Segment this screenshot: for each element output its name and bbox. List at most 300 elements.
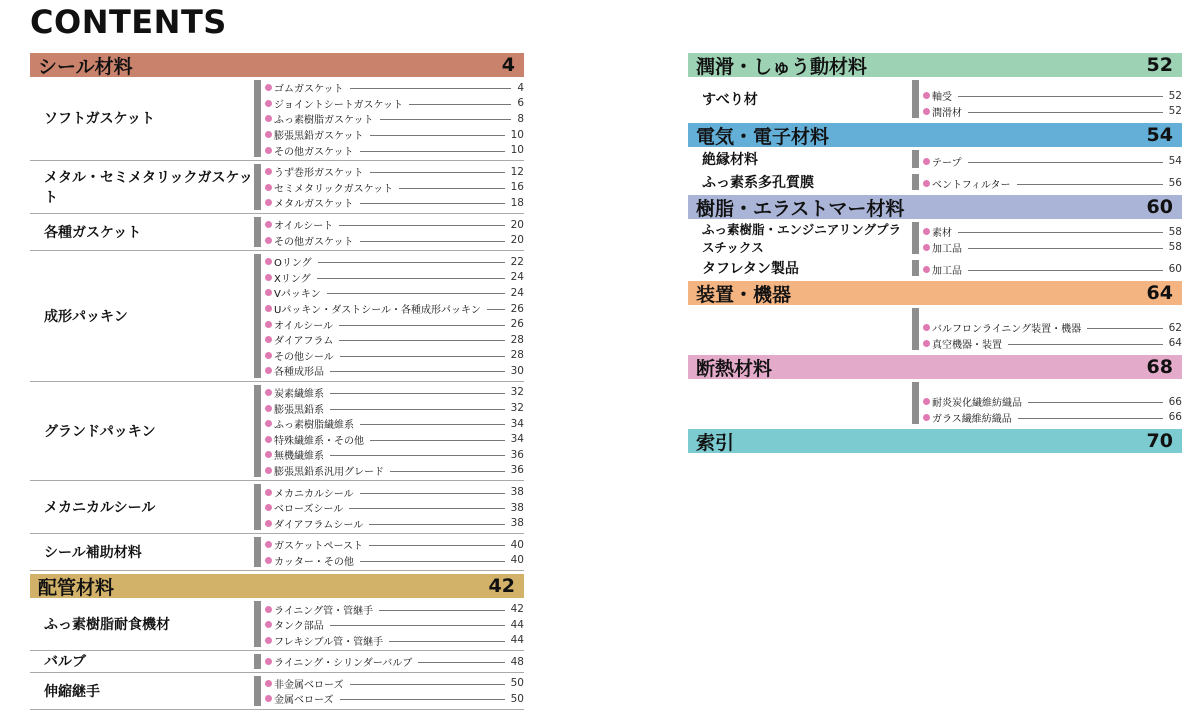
- entry-label: バルフロンライニング装置・機器: [932, 324, 1082, 336]
- entry-page: 6: [517, 97, 524, 110]
- leader-line: [360, 561, 505, 562]
- toc-entry[interactable]: [254, 416, 524, 432]
- leader-line: [330, 371, 505, 372]
- bullet-icon: [923, 414, 930, 421]
- leader-line: [330, 409, 505, 410]
- bullet-icon: [265, 680, 272, 687]
- toc-entry[interactable]: [254, 601, 524, 617]
- entry-label: 真空機器・装置: [932, 339, 1002, 351]
- group-items: [254, 481, 524, 533]
- entry-page: 64: [1168, 337, 1182, 350]
- toc-entry[interactable]: [254, 537, 524, 553]
- toc-entry[interactable]: [254, 363, 524, 379]
- toc-entry[interactable]: [254, 270, 524, 286]
- toc-entry[interactable]: [254, 96, 524, 112]
- entry-label: 加工品: [932, 243, 962, 255]
- entry-label: その他ガスケット: [274, 146, 354, 158]
- entry-page: 56: [1168, 177, 1182, 190]
- category-page: 60: [1146, 196, 1173, 218]
- leader-line: [369, 524, 504, 525]
- entry-label: Uパッキン・ダストシール・各種成形パッキン: [274, 305, 481, 317]
- bullet-icon: [265, 336, 272, 343]
- toc-group: [688, 305, 1182, 353]
- entry-label: 金属ベローズ: [274, 695, 334, 707]
- toc-group: [30, 651, 524, 673]
- toc-entry[interactable]: [254, 316, 524, 332]
- toc-entry[interactable]: [254, 447, 524, 463]
- entry-page: 26: [510, 302, 524, 315]
- entry-page: 60: [1168, 263, 1182, 276]
- group-title[interactable]: グランドパッキン: [44, 423, 156, 440]
- bullet-icon: [265, 520, 272, 527]
- leader-line: [339, 340, 504, 341]
- toc-entry[interactable]: [254, 254, 524, 270]
- toc-group: [688, 171, 1182, 193]
- bullet-icon: [265, 420, 272, 427]
- group-bar: [254, 217, 261, 247]
- entry-page: 48: [510, 655, 524, 668]
- entry-page: 50: [510, 692, 524, 705]
- toc-entry[interactable]: [254, 195, 524, 211]
- toc-entry[interactable]: [912, 103, 1182, 119]
- toc-entry[interactable]: [912, 175, 1182, 191]
- entry-page: 54: [1168, 155, 1182, 168]
- group-bar: [254, 80, 261, 157]
- category-name: 断熱材料: [696, 357, 773, 380]
- contents-left-column: [30, 53, 524, 710]
- toc-group: [30, 251, 524, 382]
- bullet-icon: [265, 352, 272, 359]
- entry-page: 24: [510, 271, 524, 284]
- entry-page: 58: [1168, 225, 1182, 238]
- toc-group: [30, 214, 524, 251]
- entry-label: 膨張黒鉛系汎用グレード: [274, 466, 384, 478]
- entry-label: ガスケットペースト: [274, 541, 363, 553]
- bullet-icon: [265, 168, 272, 175]
- group-items: [254, 598, 524, 650]
- entry-label: ジョイントシートガスケット: [274, 99, 403, 111]
- category-page: 4: [501, 54, 515, 76]
- bullet-icon: [265, 289, 272, 296]
- toc-entry[interactable]: [254, 617, 524, 633]
- leader-line: [379, 610, 505, 611]
- group-title[interactable]: シール補助材料: [44, 545, 142, 562]
- group-bar: [912, 222, 919, 254]
- entry-label: ダイアフラムシール: [274, 519, 364, 531]
- toc-entry[interactable]: [254, 484, 524, 500]
- toc-entry[interactable]: [912, 239, 1182, 255]
- entry-label: メタルガスケット: [274, 199, 354, 211]
- group-bar: [254, 385, 261, 478]
- entry-label: ライニング管・管継手: [274, 605, 374, 617]
- leader-line: [1018, 418, 1163, 419]
- leader-line: [1017, 184, 1163, 185]
- bullet-icon: [265, 100, 272, 107]
- entry-page: 66: [1168, 411, 1182, 424]
- category-page: 54: [1146, 124, 1173, 146]
- bullet-icon: [265, 389, 272, 396]
- entry-label: オイルシール: [274, 320, 334, 332]
- leader-line: [409, 104, 511, 105]
- entry-page: 52: [1168, 89, 1182, 102]
- leader-line: [390, 471, 505, 472]
- toc-entry[interactable]: [254, 285, 524, 301]
- toc-group: [30, 534, 524, 571]
- category-header[interactable]: [688, 355, 1182, 379]
- leader-line: [360, 424, 505, 425]
- toc-group: [30, 161, 524, 214]
- bullet-icon: [923, 340, 930, 347]
- leader-line: [340, 356, 505, 357]
- entry-page: 62: [1168, 321, 1182, 334]
- entry-label: メカニカルシール: [274, 488, 354, 500]
- category-header[interactable]: [688, 53, 1182, 77]
- entry-page: 58: [1168, 241, 1182, 254]
- bullet-icon: [265, 695, 272, 702]
- toc-entry[interactable]: [254, 348, 524, 364]
- bullet-icon: [265, 221, 272, 228]
- entry-label: ゴムガスケット: [274, 84, 344, 96]
- toc-entry[interactable]: [254, 431, 524, 447]
- entry-page: 28: [510, 333, 524, 346]
- toc-entry[interactable]: [254, 691, 524, 707]
- group-bar: [254, 537, 261, 567]
- group-items: [254, 77, 524, 160]
- group-items: [912, 171, 1182, 193]
- group-bar: [254, 601, 261, 647]
- toc-entry[interactable]: [254, 80, 524, 96]
- entry-page: 42: [510, 603, 524, 616]
- toc-group: [688, 257, 1182, 279]
- category-spacer: [688, 453, 1182, 455]
- toc-entry[interactable]: [254, 332, 524, 348]
- bullet-icon: [923, 244, 930, 251]
- entry-page: 10: [510, 128, 524, 141]
- bullet-icon: [923, 108, 930, 115]
- toc-entry[interactable]: [912, 320, 1182, 336]
- entry-page: 20: [510, 218, 524, 231]
- category-page: 68: [1146, 356, 1173, 378]
- toc-entry[interactable]: [912, 335, 1182, 351]
- contents-right-column: [688, 53, 1182, 455]
- leader-line: [968, 162, 1163, 163]
- bullet-icon: [265, 405, 272, 412]
- entry-page: 8: [517, 112, 524, 125]
- group-bar: [254, 654, 261, 669]
- group-items: [254, 161, 524, 213]
- entry-label: 耐炎炭化繊維紡織品: [932, 398, 1022, 410]
- leader-line: [350, 684, 505, 685]
- toc-entry[interactable]: [912, 153, 1182, 169]
- toc-entry[interactable]: [254, 500, 524, 516]
- toc-entry[interactable]: [912, 224, 1182, 240]
- entry-label: 膨張黒鉛系: [274, 404, 324, 416]
- entry-label: ライニング・シリンダーバルブ: [274, 658, 413, 670]
- entry-page: 26: [510, 318, 524, 331]
- toc-group: [30, 481, 524, 534]
- bullet-icon: [265, 115, 272, 122]
- group-title[interactable]: ふっ素樹脂・エンジニアリングプラスチックス: [702, 222, 901, 255]
- bullet-icon: [265, 436, 272, 443]
- toc-entry[interactable]: [254, 164, 524, 180]
- leader-line: [318, 262, 505, 263]
- toc-entry[interactable]: [254, 142, 524, 158]
- toc-group: [30, 598, 524, 651]
- leader-line: [327, 293, 505, 294]
- entry-label: フレキシブル管・管継手: [274, 636, 384, 648]
- leader-line: [360, 493, 505, 494]
- entry-label: 加工品: [932, 265, 962, 277]
- group-bar: [254, 484, 261, 530]
- group-title[interactable]: すべり材: [702, 92, 758, 108]
- group-title[interactable]: [688, 379, 912, 427]
- entry-label: カッター・その他: [274, 556, 354, 568]
- group-bar: [254, 164, 261, 210]
- entry-label: うず巻形ガスケット: [274, 168, 364, 180]
- bullet-icon: [923, 398, 930, 405]
- entry-label: ガラス繊維紡織品: [932, 413, 1012, 425]
- bullet-icon: [265, 199, 272, 206]
- entry-label: 炭素繊維系: [274, 388, 324, 400]
- bullet-icon: [265, 131, 272, 138]
- entry-label: その他シール: [274, 351, 334, 363]
- toc-entry[interactable]: [254, 385, 524, 401]
- category-page: 70: [1146, 430, 1173, 452]
- group-items: [254, 651, 524, 672]
- category-header[interactable]: [30, 53, 524, 77]
- toc-entry[interactable]: [254, 515, 524, 531]
- group-bar: [912, 260, 919, 276]
- toc-entry[interactable]: [254, 654, 524, 670]
- leader-line: [360, 203, 505, 204]
- entry-page: 38: [510, 501, 524, 514]
- group-bar: [912, 308, 919, 350]
- bullet-icon: [265, 367, 272, 374]
- group-items: [912, 257, 1182, 279]
- category-header[interactable]: [688, 429, 1182, 453]
- category-name: 樹脂・エラストマー材料: [696, 197, 905, 220]
- group-items: [254, 251, 524, 381]
- category-header[interactable]: [688, 123, 1182, 147]
- entry-page: 32: [510, 386, 524, 399]
- entry-page: 24: [510, 286, 524, 299]
- toc-group: [688, 77, 1182, 121]
- entry-label: 潤滑材: [932, 107, 962, 119]
- entry-page: 36: [510, 448, 524, 461]
- entry-label: タンク部品: [274, 621, 324, 633]
- leader-line: [330, 625, 505, 626]
- leader-line: [330, 393, 505, 394]
- group-title[interactable]: メタル・セミメタリックガスケット: [44, 169, 253, 206]
- entry-page: 32: [510, 402, 524, 415]
- toc-entry[interactable]: [254, 463, 524, 479]
- toc-entry[interactable]: [254, 676, 524, 692]
- toc-entry[interactable]: [912, 394, 1182, 410]
- entry-page: 36: [510, 464, 524, 477]
- entry-label: テープ: [932, 157, 962, 169]
- group-items: [912, 147, 1182, 171]
- toc-entry[interactable]: [912, 261, 1182, 277]
- entry-label: 無機繊維系: [274, 451, 324, 463]
- entry-label: ベントフィルター: [932, 179, 1011, 191]
- leader-line: [349, 508, 504, 509]
- group-title[interactable]: バルブ: [44, 654, 86, 671]
- group-title[interactable]: 成形パッキン: [44, 308, 128, 325]
- toc-entry[interactable]: [254, 400, 524, 416]
- group-title[interactable]: 伸縮継手: [44, 683, 100, 700]
- category-page: 64: [1146, 282, 1173, 304]
- toc-entry[interactable]: [254, 632, 524, 648]
- entry-page: 20: [510, 234, 524, 247]
- bullet-icon: [923, 228, 930, 235]
- leader-line: [340, 699, 505, 700]
- group-items: [254, 673, 524, 709]
- category-name: 潤滑・しゅう動材料: [696, 55, 868, 78]
- group-items: [254, 382, 524, 481]
- bullet-icon: [265, 237, 272, 244]
- group-bar: [912, 382, 919, 424]
- leader-line: [968, 248, 1163, 249]
- entry-label: 非金属ベローズ: [274, 679, 344, 691]
- page-title: CONTENTS: [30, 3, 227, 41]
- bullet-icon: [265, 621, 272, 628]
- entry-page: 10: [510, 144, 524, 157]
- bullet-icon: [265, 658, 272, 665]
- entry-page: 16: [510, 181, 524, 194]
- bullet-icon: [265, 147, 272, 154]
- bullet-icon: [923, 92, 930, 99]
- entry-page: 30: [510, 364, 524, 377]
- entry-label: Oリング: [274, 258, 312, 270]
- entry-label: 素材: [932, 228, 952, 240]
- bullet-icon: [265, 606, 272, 613]
- entry-label: 軸受: [932, 92, 952, 104]
- leader-line: [360, 151, 505, 152]
- entry-page: 38: [510, 486, 524, 499]
- entry-label: ダイアフラム: [274, 336, 334, 348]
- leader-line: [1008, 344, 1163, 345]
- group-title[interactable]: ソフトガスケット: [44, 111, 155, 128]
- bullet-icon: [265, 467, 272, 474]
- entry-label: 膨張黒鉛ガスケット: [274, 131, 364, 143]
- leader-line: [360, 241, 505, 242]
- toc-entry[interactable]: [254, 217, 524, 233]
- entry-label: 特殊繊維系・その他: [274, 435, 364, 447]
- entry-page: 44: [510, 618, 524, 631]
- toc-entry[interactable]: [254, 553, 524, 569]
- entry-page: 4: [517, 81, 524, 94]
- group-bar: [912, 150, 919, 168]
- bullet-icon: [265, 258, 272, 265]
- entry-label: オイルシート: [274, 221, 334, 233]
- leader-line: [389, 641, 505, 642]
- leader-line: [1087, 328, 1163, 329]
- entry-label: ふっ素樹脂ガスケット: [274, 115, 374, 127]
- group-title[interactable]: [688, 305, 912, 353]
- leader-line: [339, 225, 504, 226]
- category-page: 52: [1146, 54, 1173, 76]
- toc-entry[interactable]: [254, 111, 524, 127]
- entry-page: 44: [510, 634, 524, 647]
- bullet-icon: [923, 324, 930, 331]
- group-title[interactable]: メカニカルシール: [44, 500, 156, 517]
- entry-page: 50: [510, 677, 524, 690]
- group-title[interactable]: ふっ素樹脂耐食機材: [44, 617, 170, 634]
- leader-line: [370, 135, 505, 136]
- group-items: [912, 77, 1182, 121]
- toc-entry[interactable]: [254, 232, 524, 248]
- bullet-icon: [265, 184, 272, 191]
- entry-page: 52: [1168, 105, 1182, 118]
- group-items: [254, 214, 524, 250]
- category-name: 装置・機器: [696, 283, 792, 306]
- leader-line: [968, 112, 1163, 113]
- group-bar: [254, 676, 261, 706]
- entry-label: Vパッキン: [274, 289, 321, 301]
- leader-line: [399, 188, 505, 189]
- toc-group: [30, 673, 524, 710]
- category-name: 配管材料: [38, 576, 115, 599]
- bullet-icon: [923, 158, 930, 165]
- bullet-icon: [923, 266, 930, 273]
- toc-entry[interactable]: [912, 409, 1182, 425]
- entry-page: 40: [510, 554, 524, 567]
- category-header[interactable]: [688, 281, 1182, 305]
- group-title[interactable]: 絶縁材料: [702, 152, 758, 168]
- category-name: シール材料: [38, 55, 133, 78]
- toc-entry[interactable]: [254, 301, 524, 317]
- toc-entry[interactable]: [254, 180, 524, 196]
- leader-line: [958, 96, 1163, 97]
- entry-page: 28: [510, 349, 524, 362]
- bullet-icon: [923, 180, 930, 187]
- group-items: [254, 534, 524, 570]
- bullet-icon: [265, 504, 272, 511]
- bullet-icon: [265, 305, 272, 312]
- group-title[interactable]: ふっ素系多孔質膜: [702, 175, 814, 191]
- leader-line: [418, 662, 504, 663]
- toc-group: [688, 147, 1182, 171]
- entry-page: 18: [510, 196, 524, 209]
- bullet-icon: [265, 451, 272, 458]
- bullet-icon: [265, 274, 272, 281]
- group-items: [912, 379, 1182, 427]
- entry-page: 38: [510, 517, 524, 530]
- entry-label: 各種成形品: [274, 367, 324, 379]
- entry-label: ベローズシール: [274, 504, 344, 516]
- bullet-icon: [265, 557, 272, 564]
- group-title[interactable]: タフレタン製品: [702, 261, 799, 277]
- toc-group: [688, 379, 1182, 427]
- toc-entry[interactable]: [912, 88, 1182, 104]
- leader-line: [330, 455, 505, 456]
- category-header[interactable]: [30, 574, 524, 598]
- leader-line: [317, 278, 505, 279]
- category-header[interactable]: [688, 195, 1182, 219]
- entry-label: Xリング: [274, 273, 311, 285]
- leader-line: [339, 325, 505, 326]
- leader-line: [350, 88, 512, 89]
- category-name: 電気・電子材料: [696, 125, 830, 148]
- leader-line: [380, 119, 512, 120]
- group-items: [912, 219, 1182, 257]
- group-bar: [912, 80, 919, 118]
- group-bar: [254, 254, 261, 378]
- leader-line: [958, 232, 1163, 233]
- bullet-icon: [265, 489, 272, 496]
- toc-entry[interactable]: [254, 127, 524, 143]
- group-title[interactable]: 各種ガスケット: [44, 224, 142, 241]
